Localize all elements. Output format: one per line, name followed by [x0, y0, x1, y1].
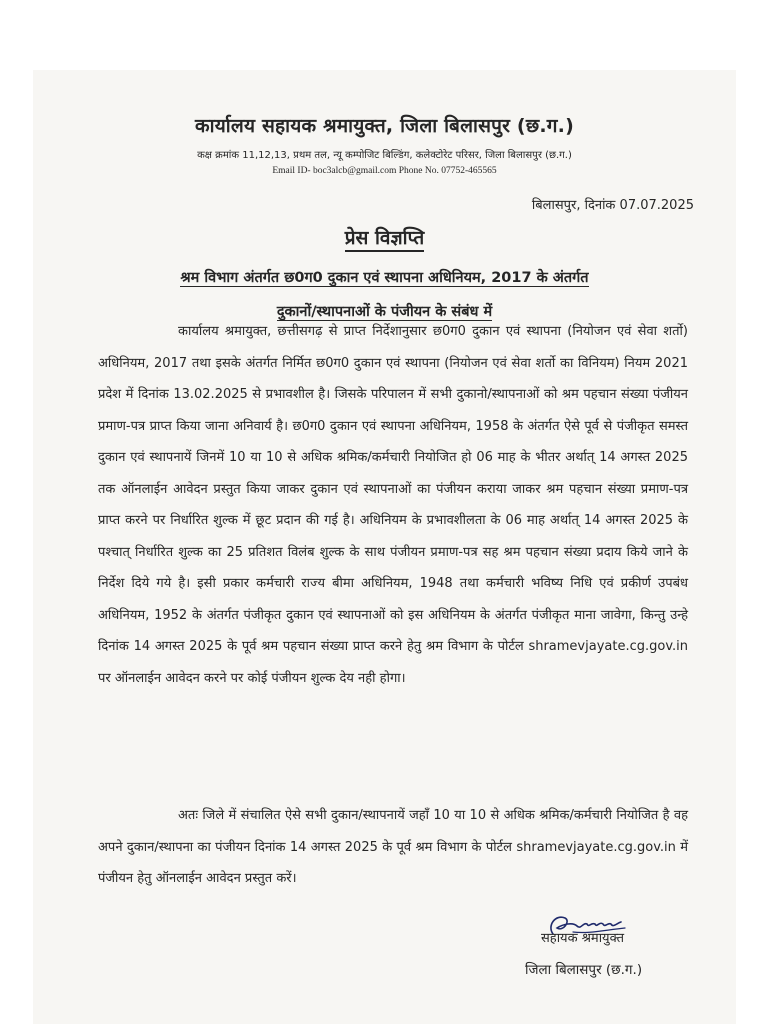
office-address: कक्ष क्रमांक 11,12,13, प्रथम तल, न्यू कम्पोजिट बिल्डिंग, कलेक्टोरेट परिसर, जिला बिलासपुर (छ.ग.) [197, 150, 572, 161]
subject-line-2: दुकानों/स्थापनाओं के पंजीयन के संबंध में [276, 304, 493, 320]
signatory-district: जिला बिलासपुर (छ.ग.) [525, 962, 643, 978]
press-release-heading [33, 224, 736, 250]
press-release-document [33, 70, 736, 1024]
office-contact: Email ID- boc3alcb@gmail.com Phone No. 07752-465565 [272, 166, 497, 176]
signatory-title: सहायक श्रमायुक्त [541, 931, 624, 946]
body-paragraph-2 [98, 800, 688, 895]
document-date: बिलासपुर, दिनांक 07.07.2025 [531, 198, 694, 213]
press-release-heading-text: प्रेस विज्ञप्ति [345, 227, 425, 252]
office-title: कार्यालय सहायक श्रमायुक्त, जिला बिलासपुर (छ.ग.) [195, 115, 574, 137]
body-paragraph-1-text: कार्यालय श्रमायुक्त, छत्तीसगढ़ से प्राप्त निर्देशानुसार छ0ग0 दुकान एवं स्थापना (नियोजन एवं सेवा शर्तो) अधिनियम, 2017 तथा इसके अंतर्गत निर्मित छ0ग0 दुकान एवं स्थापना (नियोजन एवं सेवा शर्तो का विनियम) नियम 2021 प्रदेश में दिनांक 13.02.2025 से प्रभावशील है। जिसके परिपालन में सभी दुकानो/स्थापनाओं को श्रम पहचान संख्या पंजीयन प्रमाण-पत्र प्राप्त किया जाना अनिवार्य है। छ0ग0 दुकान एवं स्थापना अधिनियम, 1958 के अंतर्गत ऐसे पूर्व से पंजीकृत समस्त दुकान एवं स्थापनायें जिनमें 10 या 10 से अधिक श्रमिक/कर्मचारी नियोजित हो 06 माह के भीतर अर्थात् 14 अगस्त 2025 तक ऑनलाईन आवेदन प्रस्तुत किया जाकर दुकान एवं स्थापनाओं का पंजीयन कराया जाकर श्रम पहचान संख्या प्रमाण-पत्र प्राप्त करने पर निर्धारित शुल्क में छूट प्रदान की गई है। अधिनियम के प्रभावशीलता के 06 माह अर्थात् 14 अगस्त 2025 के पश्चात् निर्धारित शुल्क का 25 प्रतिशत विलंब शुल्क के साथ पंजीयन प्रमाण-पत्र सह श्रम पहचान संख्या प्रदाय किये जाने के निर्देश दिये गये है। इसी प्रकार कर्मचारी राज्य बीमा अधिनियम, 1948 तथा कर्मचारी भविष्य निधि एवं प्रकीर्ण उपबंध अधिनियम, 1952 के अंतर्गत पंजीकृत दुकान एवं स्थापनाओं को इस अधिनियम के अंतर्गत पंजीकृत माना जावेगा, किन्तु उन्हे दिनांक 14 अगस्त 2025 के पूर्व श्रम पहचान संख्या प्राप्त करने हेतु श्रम विभाग के पोर्टल shramevjayate.cg.gov.in पर ऑनलाईन आवेदन करने पर कोई पंजीयन शुल्क देय नही होगा। [98, 324, 688, 686]
body-paragraph-2-text: अतः जिले में संचालित ऐसे सभी दुकान/स्थापनायें जहाँ 10 या 10 से अधिक श्रमिक/कर्मचारी नियोजित है वह अपने दुकान/स्थापना का पंजीयन दिनांक 14 अगस्त 2025 के पूर्व श्रम विभाग के पोर्टल shramevjayate.cg.gov.in में पंजीयन हेतु ऑनलाईन आवेदन प्रस्तुत करें। [98, 808, 688, 886]
subject-line-1: श्रम विभाग अंतर्गत छ0ग0 दुकान एवं स्थापना अधिनियम, 2017 के अंतर्गत [180, 270, 589, 286]
body-paragraph-1 [98, 316, 688, 694]
